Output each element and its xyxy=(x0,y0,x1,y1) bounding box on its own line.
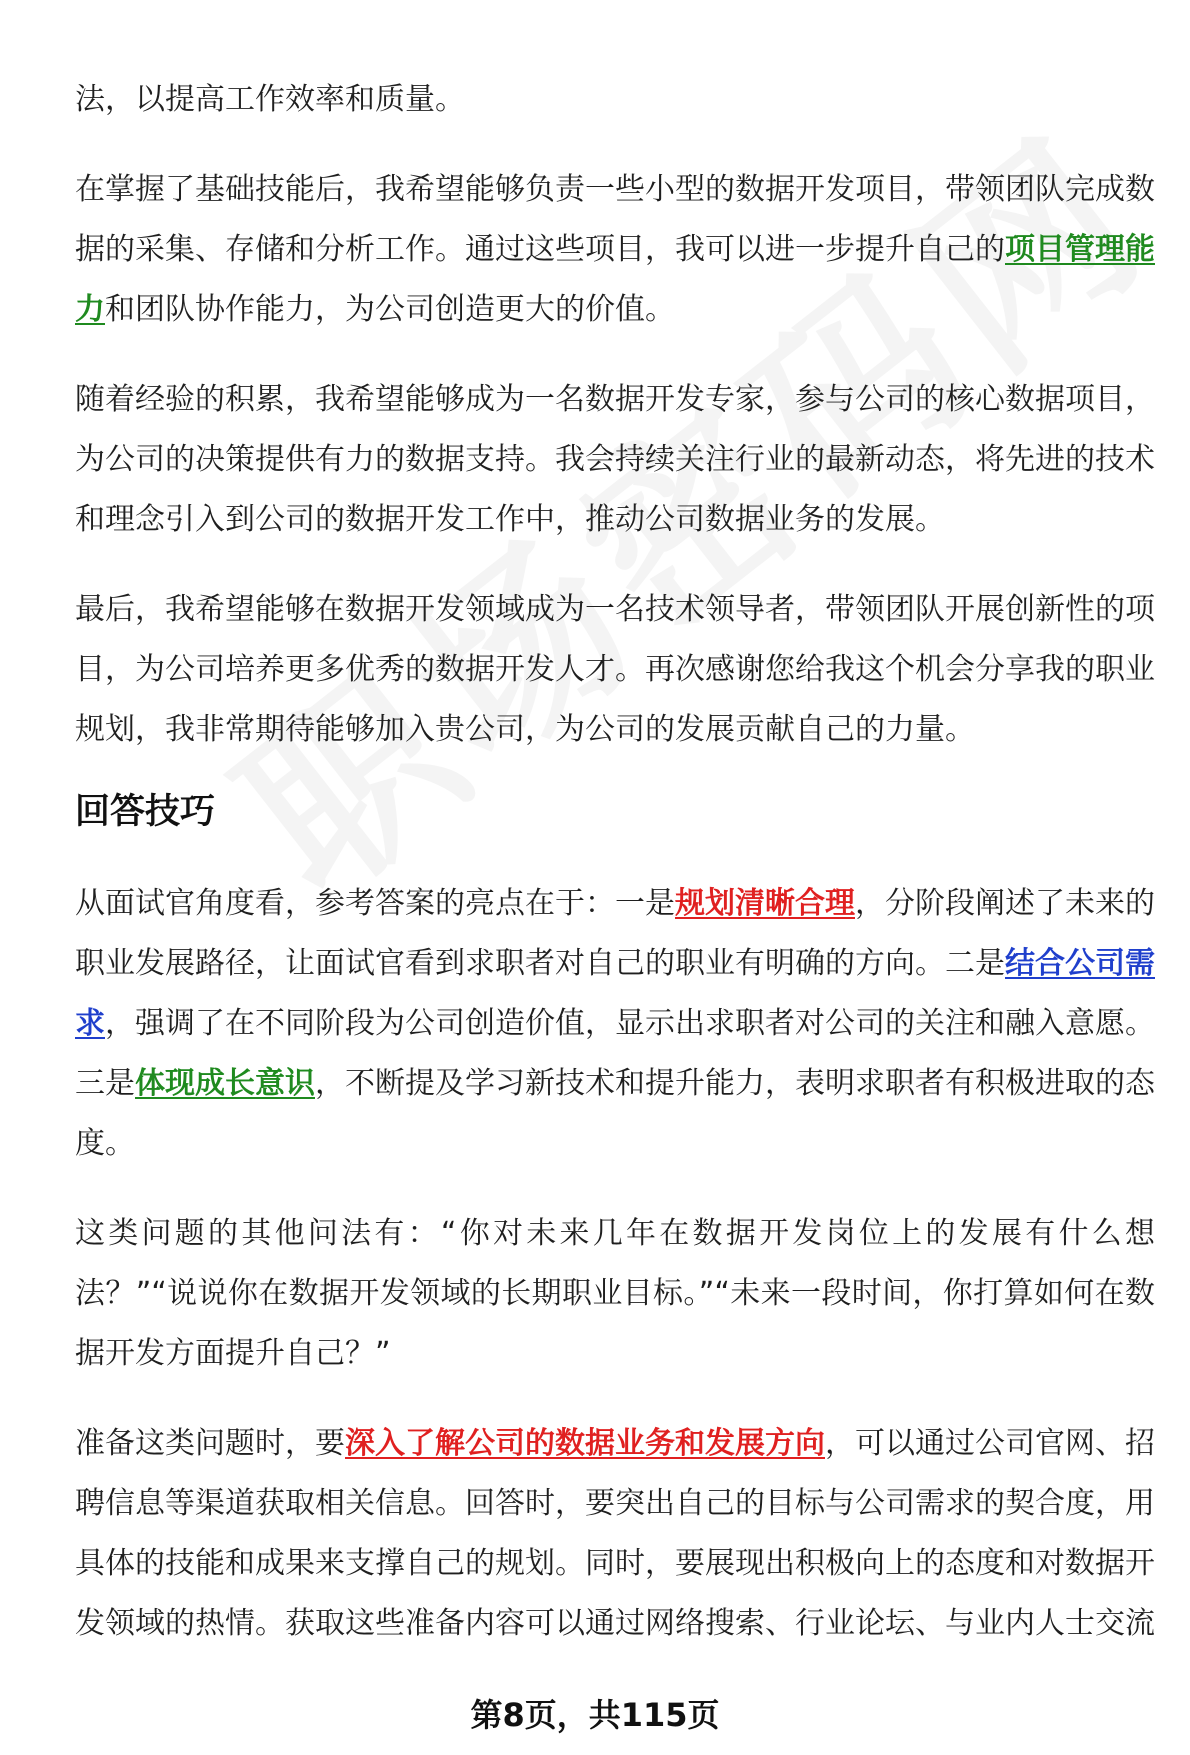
highlight-clear-plan: 规划清晰合理 xyxy=(675,886,855,921)
highlight-company-needs: 结合公司需求 xyxy=(75,946,1155,1041)
paragraph-preparation xyxy=(75,1414,1155,1654)
paragraph-text: 和团队协作能力，为公司创造更大的价值。 xyxy=(105,292,675,327)
paragraph-leader-goal xyxy=(75,580,1155,760)
highlight-company-business: 深入了解公司的数据业务和发展方向 xyxy=(345,1426,825,1461)
paragraph-text: 法，以提高工作效率和质量。 xyxy=(75,82,465,117)
paragraph-expert-goal xyxy=(75,370,1155,550)
paragraph-continuation xyxy=(75,70,1155,130)
paragraph-text: ，强调了在不同阶段为公司创造价值，显示出求职者对公司的关注和融入意愿。三是 xyxy=(75,1006,1155,1101)
paragraph-tips xyxy=(75,874,1155,1174)
page-number: 第8页，共115页 xyxy=(470,1696,720,1734)
paragraph-text: 这类问题的其他问法有：“你对未来几年在数据开发岗位上的发展有什么想法？”“说说你在数据开发领域的长期职业目标。”“未来一段时间，你打算如何在数据开发方面提升自己？” xyxy=(75,1216,1155,1371)
paragraph-text: ，分阶段阐述了未来的职业发展路径，让面试官看到求职者对自己的职业有明确的方向。二是 xyxy=(75,886,1155,981)
section-heading-answer-tips: 回答技巧 xyxy=(75,792,216,832)
paragraph-text: ，可以通过公司官网、招聘信息等渠道获取相关信息。回答时，要突出自己的目标与公司需求的契合度，用具体的技能和成果来支撑自己的规划。同时，要展现出积极向上的态度和对数据开发领域的热情。获取这些准备内容可以通过网络搜索、行业论坛、与业内人士交流 xyxy=(75,1426,1155,1641)
highlight-project-management: 项目管理能力 xyxy=(75,232,1155,327)
paragraph-basic-skills xyxy=(75,160,1155,340)
paragraph-text: 从面试官角度看，参考答案的亮点在于：一是 xyxy=(75,886,675,921)
document-body xyxy=(75,70,1155,1684)
paragraph-text: 随着经验的积累，我希望能够成为一名数据开发专家，参与公司的核心数据项目，为公司的决策提供有力的数据支持。我会持续关注行业的最新动态，将先进的技术和理念引入到公司的数据开发工作中，推动公司数据业务的发展。 xyxy=(75,382,1155,537)
paragraph-other-questions xyxy=(75,1204,1155,1384)
highlight-growth-mindset: 体现成长意识 xyxy=(135,1066,315,1101)
paragraph-text: 最后，我希望能够在数据开发领域成为一名技术领导者，带领团队开展创新性的项目，为公司培养更多优秀的数据开发人才。再次感谢您给我这个机会分享我的职业规划，我非常期待能够加入贵公司，为公司的发展贡献自己的力量。 xyxy=(75,592,1155,747)
paragraph-text: 在掌握了基础技能后，我希望能够负责一些小型的数据开发项目，带领团队完成数据的采集、存储和分析工作。通过这些项目，我可以进一步提升自己的 xyxy=(75,172,1155,267)
paragraph-text: ，不断提及学习新技术和提升能力，表明求职者有积极进取的态度。 xyxy=(75,1066,1155,1161)
paragraph-text: 准备这类问题时，要 xyxy=(75,1426,345,1461)
